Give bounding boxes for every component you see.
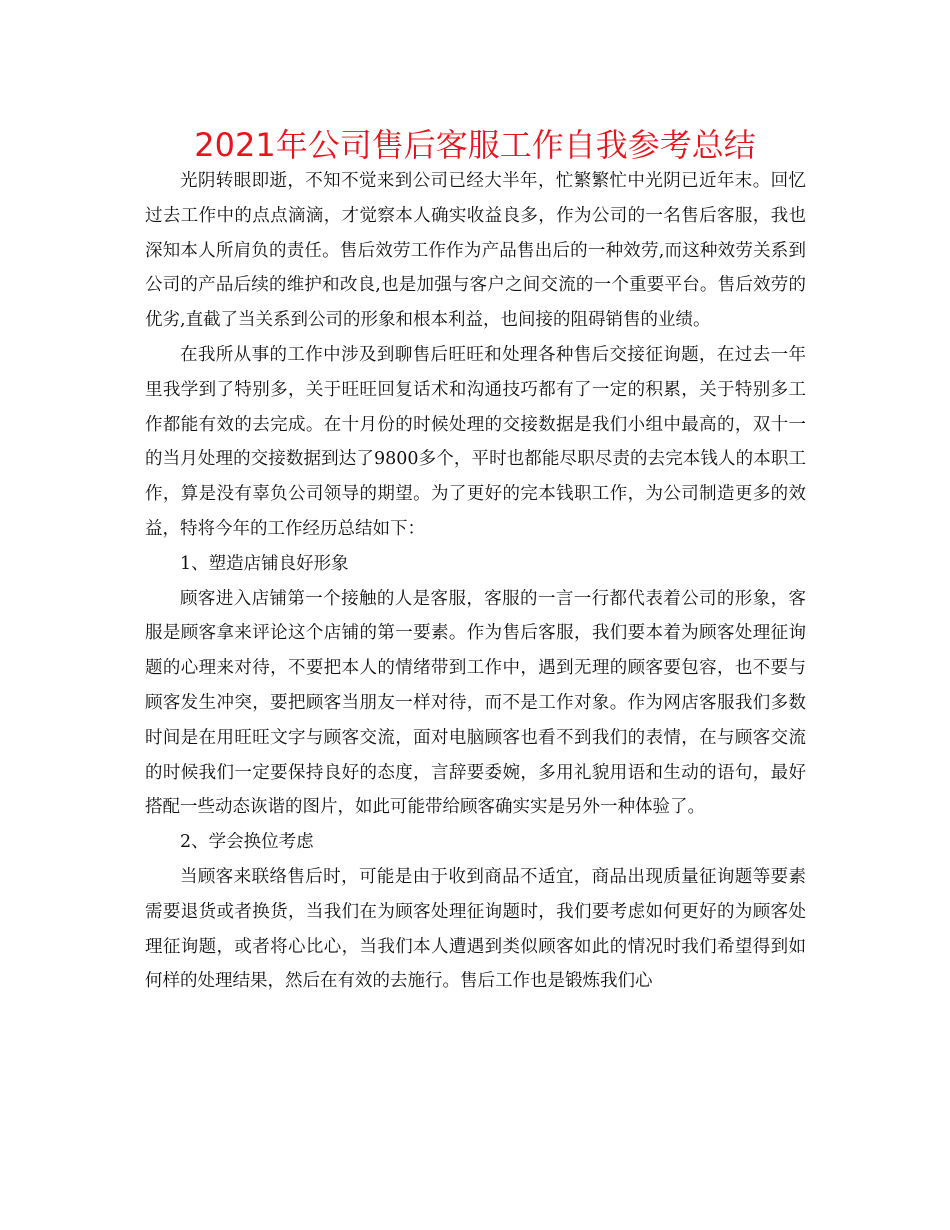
paragraph-empathy: 当顾客来联络售后时，可能是由于收到商品不适宜，商品出现质量征询题等要素需要退货或者换货，当我们在为顾客处理征询题时，我们要考虑如何更好的为顾客处理征询题，或者将心比心，当我们本人遭遇到类似顾客如此的情况时我们希望得到如何样的处理结果，然后在有效的去施行。售后工作也是锻炼我们心 [145,866,806,992]
paragraph-store-image: 顾客进入店铺第一个接触的人是客服，客服的一言一行都代表着公司的形象，客服是顾客拿来评论这个店铺的第一要素。作为售后客服，我们要本着为顾客处理征询题的心理来对待，不要把本人的情绪带到工作中，遇到无理的顾客要包容，也不要与顾客发生冲突，要把顾客当朋友一样对待，而不是工作对象。作为网店客服我们多数时间是在用旺旺文字与顾客交流，面对电脑顾客也看不到我们的表情，在与顾客交流的时候我们一定要保持良好的态度，言辞要委婉，多用礼貌用语和生动的语句，最好搭配一些动态诙谐的图片，如此可能带给顾客确实实是另外一种体验了。 [145,588,806,818]
section-heading-2: 2、学会换位考虑 [180,832,314,853]
paragraph-work-summary: 在我所从事的工作中涉及到聊售后旺旺和处理各种售后交接征询题，在过去一年里我学到了特别多，关于旺旺回复话术和沟通技巧都有了一定的积累，关于特别多工作都能有效的去完成。在十月份的时候处理的交接数据是我们小组中最高的，双十一的当月处理的交接数据到达了9800多个，平时也都能尽职尽责的去完本钱人的本职工作，算是没有辜负公司领导的期望。为了更好的完本钱职工作，为公司制造更多的效益，特将今年的工作经历总结如下： [145,344,806,539]
document-body [145,164,806,999]
document-title: 2021年公司售后客服工作自我参考总结 [194,126,756,164]
paragraph-intro: 光阴转眼即逝，不知不觉来到公司已经大半年，忙繁繁忙中光阴已近年末。回忆过去工作中的点点滴滴，才觉察本人确实收益良多，作为公司的一名售后客服，我也深知本人所肩负的责任。售后效劳工作作为产品售出后的一种效劳,而这种效劳关系到公司的产品后续的维护和改良,也是加强与客户之间交流的一个重要平台。售后效劳的优劣,直截了当关系到公司的形象和根本利益，也间接的阻碍销售的业绩。 [145,171,806,331]
section-heading-1: 1、塑造店铺良好形象 [180,553,349,574]
